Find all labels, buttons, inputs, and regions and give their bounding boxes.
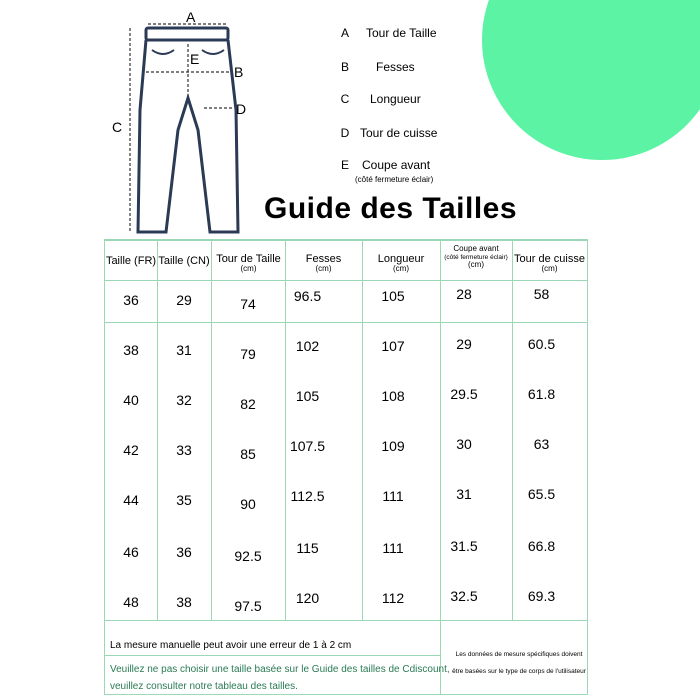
table-cell: 79: [240, 346, 256, 362]
grid-h: [104, 322, 588, 323]
table-cell: 107: [381, 338, 405, 354]
table-cell: 112.5: [290, 488, 325, 504]
table-cell: 74: [240, 296, 256, 312]
table-cell: 111: [382, 540, 404, 556]
table-cell: 105: [381, 288, 405, 304]
header-tour-de-cuisse: Tour de cuisse (cm): [514, 253, 585, 274]
legend-note: (côté fermeture éclair): [355, 175, 434, 184]
table-cell: 32.5: [450, 588, 478, 604]
table-cell: 102: [295, 338, 320, 354]
table-cell: 107.5: [289, 438, 326, 454]
header-taille-cn: Taille (CN): [158, 255, 210, 267]
label-e: E: [190, 51, 200, 67]
header-tour-de-taille: Tour de Taille (cm): [216, 253, 281, 274]
table-cell: 60.5: [527, 336, 556, 352]
table-cell: 63: [533, 436, 550, 452]
table-cell: 31: [176, 342, 192, 358]
size-advice-note: Veuillez ne pas choisir une taille basée sur le Guide des tailles de Cdiscount, veuillez consulter notre tableau des tailles.: [110, 664, 450, 692]
table-cell: 46: [123, 544, 139, 560]
header-coupe-avant: Coupe avant (côté fermeture éclair) (cm): [444, 244, 508, 269]
header-taille-fr: Taille (FR): [105, 255, 157, 267]
header-longueur: Longueur (cm): [377, 253, 425, 274]
table-cell: 61.8: [527, 386, 556, 402]
table-cell: 38: [176, 594, 192, 610]
table-cell: 31: [456, 486, 472, 502]
table-cell: 28: [456, 286, 472, 302]
right-pocket: [202, 50, 224, 54]
table-cell: 32: [176, 392, 192, 408]
label-c: C: [112, 119, 123, 135]
table-cell: 97.5: [234, 598, 262, 614]
table-cell: 69.3: [527, 588, 556, 604]
table-cell: 109: [381, 438, 405, 454]
grid-h-notes: [104, 620, 588, 621]
body-type-note: Les données de mesure spécifiques doivent être basées sur le type de corps de l'utilisateur: [452, 651, 586, 675]
grid-h-header: [104, 280, 588, 281]
pants-outline: [138, 40, 238, 232]
table-cell: 120: [295, 590, 320, 606]
header-fesses: Fesses (cm): [305, 253, 342, 274]
pants-diagram: [108, 10, 268, 242]
grid-v: [440, 239, 441, 695]
table-cell: 40: [123, 392, 139, 408]
table-cell: 58: [533, 286, 550, 302]
grid-h-top: [104, 239, 588, 241]
table-cell: 36: [123, 292, 139, 308]
grid-v: [587, 239, 588, 695]
table-cell: 96.5: [293, 288, 322, 304]
table-cell: 82: [240, 396, 256, 412]
table-cell: 29: [456, 336, 472, 352]
measurement-legend: A Tour de Taille B Fesses C Longueur D Tour de cuisse E Coupe avant: [340, 26, 438, 172]
table-cell: 29.5: [450, 386, 478, 402]
table-cell: 85: [240, 446, 256, 462]
table-cell: 48: [123, 594, 139, 610]
waistband: [146, 28, 228, 40]
table-cell: 111: [382, 488, 404, 504]
table-cell: 112: [381, 590, 405, 606]
table-cell: 35: [176, 492, 192, 508]
table-cell: 44: [123, 492, 139, 508]
table-cell: 31.5: [450, 538, 478, 554]
grid-h-notes-mid: [104, 655, 440, 656]
page-title: Guide des Tailles: [264, 192, 518, 225]
table-cell: 92.5: [234, 548, 262, 564]
table-cell: 65.5: [527, 486, 556, 502]
left-pocket: [152, 50, 174, 54]
table-cell: 33: [176, 442, 192, 458]
table-cell: 29: [176, 292, 192, 308]
label-a: A: [186, 10, 196, 25]
table-cell: 42: [123, 442, 139, 458]
table-cell: 105: [295, 388, 320, 404]
label-b: B: [234, 64, 244, 80]
label-d: D: [236, 101, 247, 117]
table-cell: 38: [123, 342, 139, 358]
measurement-error-note: La mesure manuelle peut avoir une erreur de 1 à 2 cm: [110, 640, 352, 651]
table-cell: 66.8: [527, 538, 556, 554]
table-cell: 115: [296, 540, 319, 556]
table-cell: 30: [456, 436, 472, 452]
table-cell: 36: [176, 544, 192, 560]
table-cell: 108: [381, 388, 405, 404]
table-cell: 90: [240, 496, 256, 512]
